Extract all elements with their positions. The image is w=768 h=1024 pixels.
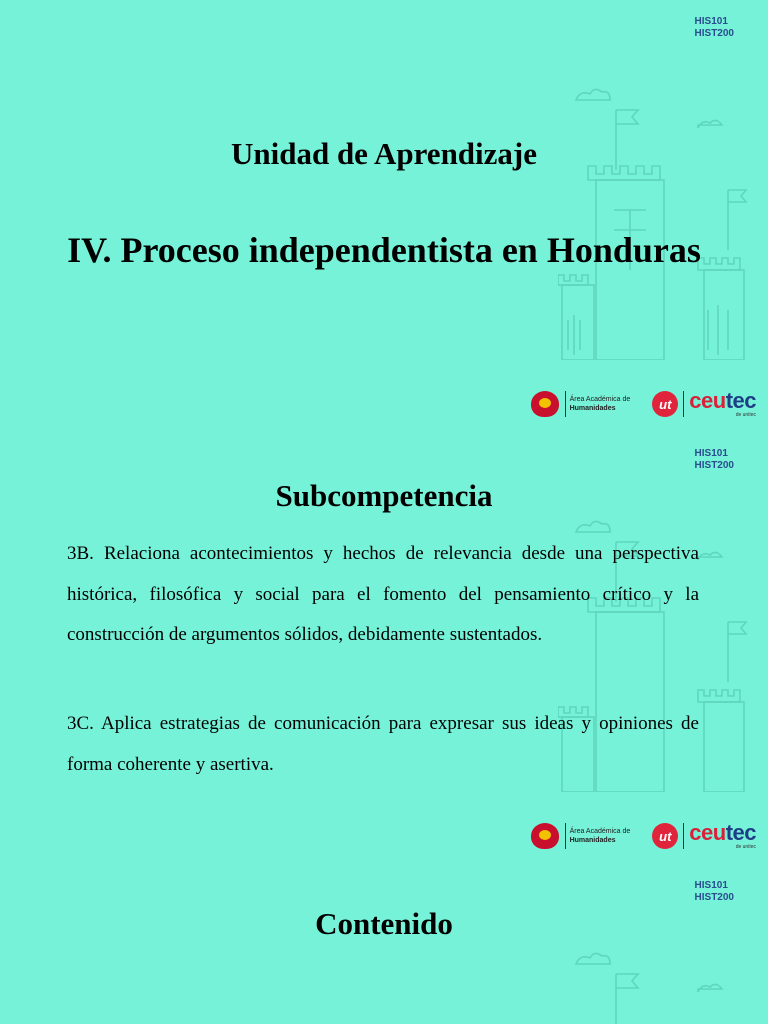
- competency-paragraph: 3C. Aplica estrategias de comunicación para expresar sus ideas y opiniones de forma coherente y asertiva.: [67, 713, 699, 775]
- castle-illustration-icon: [558, 70, 758, 360]
- cloud-icon: [576, 89, 722, 128]
- humanidades-line1: Área Académica de: [569, 396, 631, 403]
- ceutec-small: de unitec: [735, 412, 756, 418]
- ceutec-logo: [652, 390, 756, 418]
- footer-logos: [531, 390, 756, 418]
- seal-icon: [531, 823, 559, 849]
- slide-contenido: [0, 864, 768, 1024]
- course-code: HIS101: [694, 880, 728, 891]
- section-title: Contenido: [315, 906, 453, 941]
- humanidades-line2: Humanidades: [569, 837, 616, 844]
- humanidades-logo: [531, 391, 631, 417]
- footer-logos: [531, 822, 756, 850]
- slide-title: [0, 0, 768, 432]
- course-codes: [695, 16, 734, 40]
- slide-subcompetencia: [0, 432, 768, 864]
- course-codes: [695, 880, 734, 904]
- ceutec-ceu: ceu: [689, 820, 726, 845]
- ut-mark: ut: [652, 823, 678, 849]
- unit-label: Unidad de Aprendizaje: [230, 136, 538, 171]
- course-code: HIST200: [694, 460, 734, 471]
- ut-mark: ut: [652, 391, 678, 417]
- competency-paragraph: 3B. Relaciona acontecimientos y hechos de relevancia desde una perspectiva histórica, filosófica y social para el fomento del pensamiento crítico y la construcción de argumentos sólidos, debidamente sustentados.: [67, 543, 699, 645]
- course-code: HIST200: [694, 28, 734, 39]
- course-code: HIS101: [694, 448, 728, 459]
- course-code: HIST200: [694, 892, 734, 903]
- ceutec-ceu: ceu: [689, 388, 726, 413]
- ceutec-logo: [652, 822, 756, 850]
- course-codes: [695, 448, 734, 472]
- ceutec-tec: tec: [725, 820, 756, 845]
- unit-title: IV. Proceso independentista en Honduras: [67, 230, 701, 270]
- ceutec-tec: tec: [725, 388, 756, 413]
- ceutec-small: de unitec: [735, 844, 756, 850]
- seal-icon: [531, 391, 559, 417]
- castle-illustration-icon: [558, 934, 758, 1024]
- section-title: Subcompetencia: [275, 478, 493, 513]
- humanidades-line2: Humanidades: [569, 405, 616, 412]
- humanidades-line1: Área Académica de: [569, 828, 631, 835]
- humanidades-logo: [531, 823, 631, 849]
- course-code: HIS101: [694, 16, 728, 27]
